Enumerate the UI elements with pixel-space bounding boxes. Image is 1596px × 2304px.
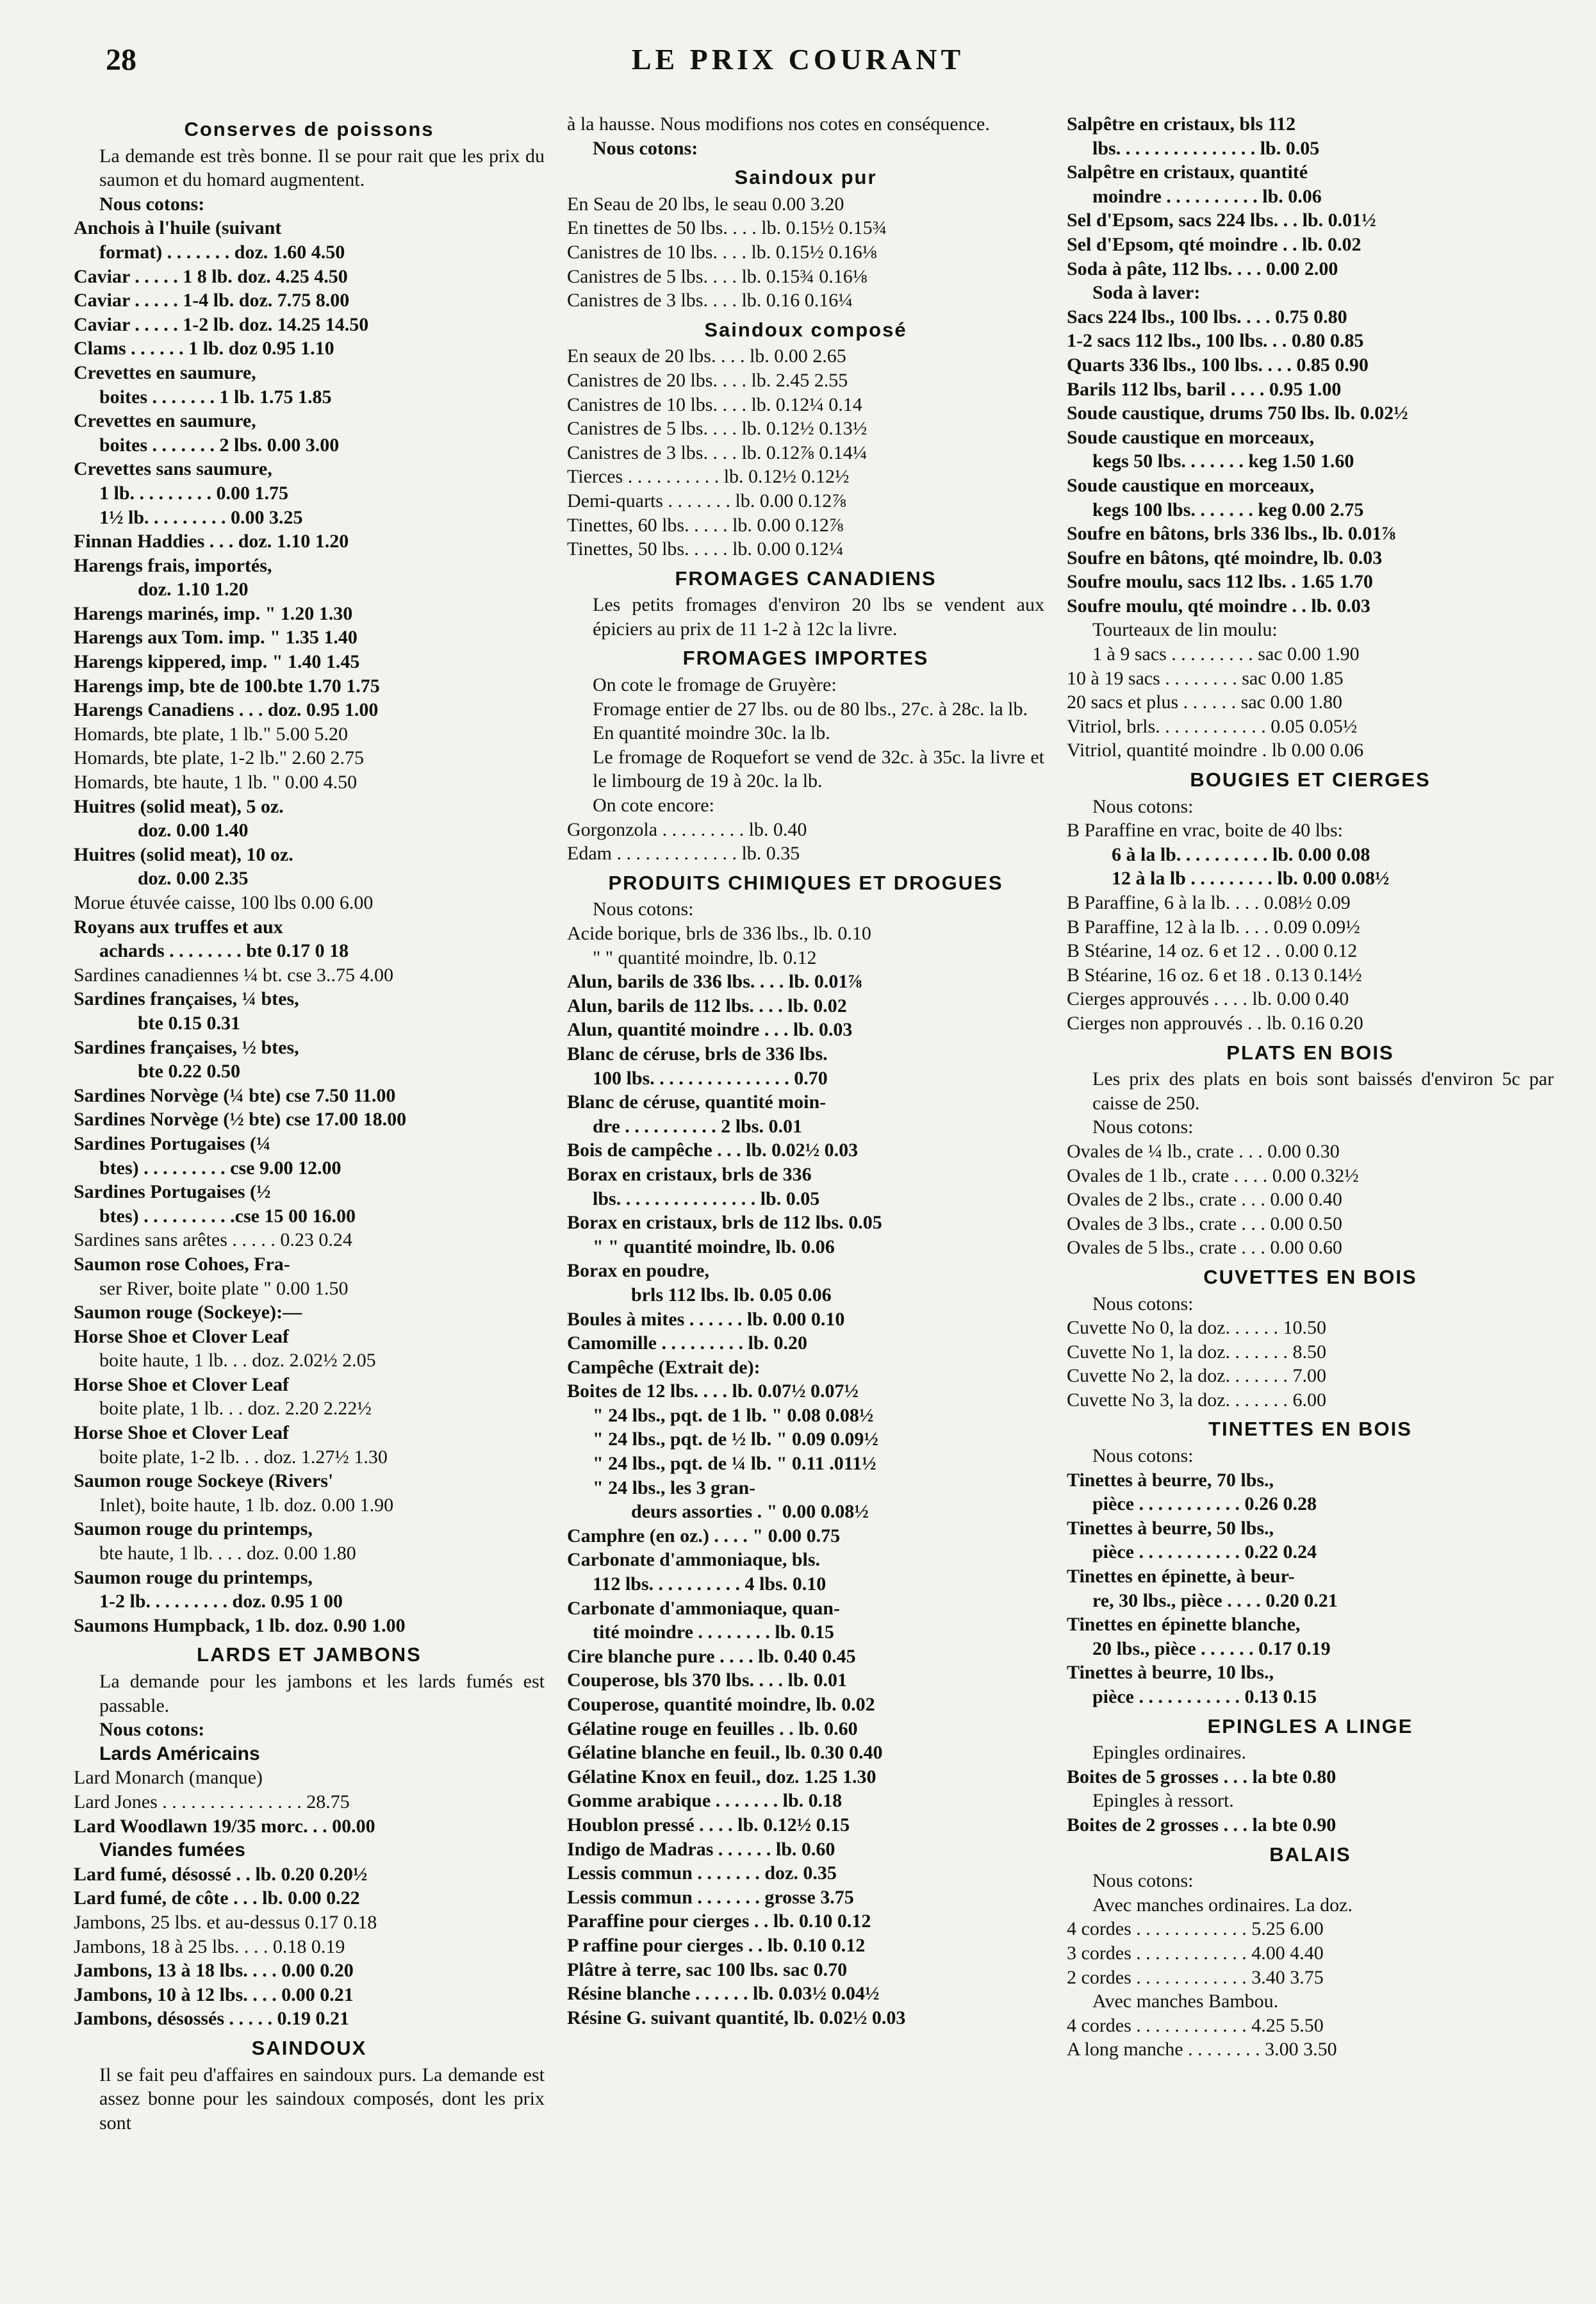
price-line: Gorgonzola . . . . . . . . . lb. 0.40	[567, 818, 807, 840]
price-line: On cote le fromage de Gruyère:	[593, 674, 837, 696]
price-line: boite plate, 1 lb. . . doz. 2.20 2.22½	[99, 1398, 372, 1420]
price-line: Avec manches ordinaires. La doz.	[1092, 1894, 1353, 1916]
price-line: Ovales de 5 lbs., crate . . . 0.00 0.60	[1067, 1237, 1342, 1259]
price-line: Jambons, 10 à 12 lbs. . . . 0.00 0.21	[74, 1984, 354, 2005]
subsection-heading: Viandes fumées	[99, 1839, 245, 1861]
price-line: Soude caustique, drums 750 lbs. lb. 0.02½	[1067, 402, 1408, 424]
price-line: Soude caustique en morceaux,	[1067, 474, 1315, 496]
price-line: " " quantité moindre, lb. 0.12	[593, 947, 817, 968]
price-line: 1½ lb. . . . . . . . . 0.00 3.25	[99, 506, 303, 528]
price-line: re, 30 lbs., pièce . . . . 0.20 0.21	[1092, 1589, 1338, 1611]
publication-title: LE PRIX COURANT	[631, 43, 965, 76]
paragraph: Fromage entier de 27 lbs. ou de 80 lbs., 27c. à 28c. la lb.	[593, 698, 1028, 720]
price-line: Tinettes, 50 lbs. . . . . lb. 0.00 0.12¼	[567, 538, 844, 560]
price-line: Sacs 224 lbs., 100 lbs. . . . 0.75 0.80	[1067, 306, 1347, 327]
price-line: Alun, quantité moindre . . . lb. 0.03	[567, 1019, 853, 1041]
price-line: Borax en cristaux, brls de 336	[567, 1163, 812, 1185]
price-line: B Stéarine, 16 oz. 6 et 18 . 0.13 0.14½	[1067, 964, 1362, 986]
price-line: Salpêtre en cristaux, quantité	[1067, 162, 1308, 183]
price-line: Paraffine pour cierges . . lb. 0.10 0.12	[567, 1910, 871, 1932]
price-line: bte 0.15 0.31	[138, 1012, 240, 1034]
price-line: Carbonate d'ammoniaque, bls.	[567, 1549, 821, 1571]
price-line: format) . . . . . . . doz. 1.60 4.50	[99, 241, 345, 263]
price-line: Horse Shoe et Clover Leaf	[74, 1325, 290, 1347]
price-line: Soufre moulu, sacs 112 lbs. . 1.65 1.70	[1067, 571, 1373, 593]
price-line: doz. 1.10 1.20	[138, 579, 249, 601]
price-line: bte 0.22 0.50	[138, 1061, 240, 1082]
price-line: Houblon pressé . . . . lb. 0.12½ 0.15	[567, 1814, 850, 1836]
price-line: Huitres (solid meat), 5 oz.	[74, 795, 284, 817]
section-heading: Conserves de poissons	[184, 118, 434, 140]
price-line: boites . . . . . . . 2 lbs. 0.00 3.00	[99, 434, 340, 456]
price-line: Saumon rouge du printemps,	[74, 1566, 313, 1588]
price-line: Alun, barils de 336 lbs. . . . lb. 0.01⅞	[567, 971, 862, 993]
price-line: " 24 lbs., pqt. de 1 lb. " 0.08 0.08½	[593, 1404, 874, 1426]
price-line: Demi-quarts . . . . . . . lb. 0.00 0.12⅞	[567, 490, 846, 511]
price-line: En Seau de 20 lbs, le seau 0.00 3.20	[567, 193, 844, 215]
price-line: pièce . . . . . . . . . . . 0.13 0.15	[1092, 1686, 1317, 1707]
price-line: Nous cotons:	[1092, 795, 1194, 817]
price-line: Nous cotons:	[1092, 1293, 1194, 1314]
section-heading: TINETTES EN BOIS	[1208, 1418, 1412, 1441]
paragraph: Les petits fromages d'environ 20 lbs se vendent aux épiciers au prix de 11 1-2 à 12c la livre.	[593, 594, 1044, 640]
price-line: doz. 0.00 1.40	[138, 820, 249, 841]
price-line: Sardines canadiennes ¼ bt. cse 3..75 4.00	[74, 964, 394, 986]
price-line: Canistres de 20 lbs. . . . lb. 2.45 2.55	[567, 369, 848, 391]
price-line: boites . . . . . . . 1 lb. 1.75 1.85	[99, 386, 332, 408]
section-heading: EPINGLES A LINGE	[1207, 1714, 1413, 1737]
price-line: 12 à la lb . . . . . . . . . lb. 0.00 0.08½	[1112, 868, 1390, 890]
price-line: Lard Jones . . . . . . . . . . . . . . . 28.75	[74, 1791, 350, 1812]
price-line: Edam . . . . . . . . . . . . . lb. 0.35	[567, 843, 800, 865]
price-line: Caviar . . . . . 1 8 lb. doz. 4.25 4.50	[74, 265, 348, 287]
paragraph: Il se fait peu d'affaires en saindoux purs. La demande est assez bonne pour les saindoux composés, dont les prix sont	[99, 2064, 545, 2134]
section-heading: BALAIS	[1269, 1843, 1351, 1866]
page-number: 28	[106, 43, 136, 77]
paragraph: La demande pour les jambons et les lards fumés est passable.	[99, 1671, 545, 1716]
price-line: Saumons Humpback, 1 lb. doz. 0.90 1.00	[74, 1614, 406, 1636]
price-line: Harengs frais, importés,	[74, 554, 272, 576]
price-line: Tierces . . . . . . . . . . lb. 0.12½ 0.12½	[567, 466, 850, 488]
price-line: Soda à pâte, 112 lbs. . . . 0.00 2.00	[1067, 258, 1338, 279]
section-heading: BOUGIES ET CIERGES	[1190, 768, 1431, 791]
price-line: Sardines Norvège (½ bte) cse 17.00 18.00	[74, 1109, 407, 1131]
price-line: pièce . . . . . . . . . . . 0.22 0.24	[1092, 1541, 1317, 1563]
price-line: 10 à 19 sacs . . . . . . . . sac 0.00 1.85	[1067, 667, 1344, 689]
price-line: tité moindre . . . . . . . . lb. 0.15	[593, 1621, 834, 1643]
price-line: 4 cordes . . . . . . . . . . . . 4.25 5.50	[1067, 2014, 1324, 2036]
price-line: Nous cotons:	[1092, 1870, 1194, 1892]
price-line: Cuvette No 3, la doz. . . . . . . 6.00	[1067, 1389, 1326, 1411]
price-line: Jambons, 13 à 18 lbs. . . . 0.00 0.20	[74, 1960, 354, 1982]
price-line: Caviar . . . . . 1-4 lb. doz. 7.75 8.00	[74, 290, 350, 311]
price-line: 1-2 sacs 112 lbs., 100 lbs. . . 0.80 0.85	[1067, 330, 1364, 352]
price-line: Cuvette No 0, la doz. . . . . . 10.50	[1067, 1317, 1326, 1339]
section-heading: Saindoux composé	[704, 318, 907, 341]
section-heading: Saindoux pur	[734, 166, 877, 189]
page-header	[0, 37, 1596, 82]
price-line: " 24 lbs., pqt. de ½ lb. " 0.09 0.09½	[593, 1429, 878, 1450]
price-line: Inlet), boite haute, 1 lb. doz. 0.00 1.90	[99, 1494, 394, 1516]
price-line: Gélatine blanche en feuil., lb. 0.30 0.40	[567, 1742, 883, 1764]
price-line: Saumon rouge Sockeye (Rivers'	[74, 1470, 334, 1492]
price-line: Nous cotons:	[593, 137, 698, 159]
paragraph: Les prix des plats en bois sont baissés d'environ 5c par caisse de 250.	[1092, 1068, 1554, 1114]
price-line: Indigo de Madras . . . . . . lb. 0.60	[567, 1838, 835, 1860]
price-line: Gomme arabique . . . . . . . lb. 0.18	[567, 1790, 843, 1812]
price-line: Tinettes à beurre, 50 lbs.,	[1067, 1517, 1274, 1539]
price-line: Blanc de céruse, brls de 336 lbs.	[567, 1043, 828, 1065]
price-line: achards . . . . . . . . bte 0.17 0 18	[99, 940, 349, 962]
price-line: Lard fumé, désossé . . lb. 0.20 0.20½	[74, 1863, 368, 1885]
section-heading: CUVETTES EN BOIS	[1203, 1265, 1417, 1288]
price-line: Cierges approuvés . . . . lb. 0.00 0.40	[1067, 988, 1349, 1010]
price-line: Epingles à ressort.	[1092, 1790, 1234, 1812]
paragraph: Le fromage de Roquefort se vend de 32c. à 35c. la livre et le limbourg de 19 à 20c. la lb.	[593, 746, 1044, 792]
price-line: En seaux de 20 lbs. . . . lb. 0.00 2.65	[567, 345, 846, 367]
section-heading: SAINDOUX	[251, 2036, 367, 2059]
price-line: Soufre en bâtons, qté moindre, lb. 0.03	[1067, 547, 1383, 568]
price-line: Sel d'Epsom, qté moindre . . lb. 0.02	[1067, 233, 1362, 255]
price-line: Jambons, désossés . . . . . 0.19 0.21	[74, 2008, 350, 2030]
price-line: Bois de campêche . . . lb. 0.02½ 0.03	[567, 1140, 859, 1161]
price-line: On cote encore:	[593, 795, 714, 816]
price-line: Harengs imp, bte de 100.bte 1.70 1.75	[74, 675, 380, 697]
paragraph: La demande est très bonne. Il se pour rait que les prix du saumon et du homard augmentent.	[99, 145, 545, 191]
price-line: 6 à la lb. . . . . . . . . . lb. 0.00 0.08	[1112, 843, 1370, 865]
price-line: 20 lbs., pièce . . . . . . 0.17 0.19	[1092, 1637, 1331, 1659]
price-line: Morue étuvée caisse, 100 lbs 0.00 6.00	[74, 892, 374, 913]
price-line: Epingles ordinaires.	[1092, 1742, 1246, 1764]
price-line: Gélatine Knox en feuil., doz. 1.25 1.30	[567, 1766, 876, 1787]
section-heading: PRODUITS CHIMIQUES ET DROGUES	[608, 871, 1003, 894]
price-line: Harengs marinés, imp. " 1.20 1.30	[74, 602, 353, 624]
price-line: Nous cotons:	[99, 193, 205, 215]
price-line: Tourteaux de lin moulu:	[1092, 619, 1278, 641]
price-line: Royans aux truffes et aux	[74, 916, 283, 938]
price-line: 100 lbs. . . . . . . . . . . . . . . 0.70	[593, 1067, 828, 1089]
price-line: Horse Shoe et Clover Leaf	[74, 1373, 290, 1395]
price-line: Soda à laver:	[1092, 282, 1201, 304]
price-line: Horse Shoe et Clover Leaf	[74, 1422, 290, 1444]
price-line: Soufre moulu, qté moindre . . lb. 0.03	[1067, 595, 1370, 617]
price-line: Salpêtre en cristaux, bls 112	[1067, 113, 1296, 135]
price-line: Sardines Portugaises (½	[74, 1181, 271, 1203]
price-line: Crevettes en saumure,	[74, 410, 256, 432]
price-line: moindre . . . . . . . . . . lb. 0.06	[1092, 185, 1322, 207]
price-line: Canistres de 3 lbs. . . . lb. 0.16 0.16¼	[567, 290, 853, 311]
price-line: Borax en cristaux, brls de 112 lbs. 0.05	[567, 1212, 882, 1234]
price-line: Clams . . . . . . 1 lb. doz 0.95 1.10	[74, 338, 334, 360]
paragraph: à la hausse. Nous modifions nos cotes en conséquence.	[567, 113, 990, 135]
price-line: Homards, bte plate, 1-2 lb." 2.60 2.75	[74, 747, 365, 769]
price-line: Quarts 336 lbs., 100 lbs. . . . 0.85 0.90	[1067, 354, 1369, 376]
price-line: Crevettes en saumure,	[74, 361, 256, 383]
price-line: boite plate, 1-2 lb. . . doz. 1.27½ 1.30	[99, 1446, 388, 1468]
price-line: Nous cotons:	[99, 1719, 205, 1741]
price-line: Cuvette No 1, la doz. . . . . . . 8.50	[1067, 1341, 1326, 1363]
price-line: bte haute, 1 lb. . . . doz. 0.00 1.80	[99, 1543, 356, 1564]
price-line: " 24 lbs., pqt. de ¼ lb. " 0.11 .011½	[593, 1453, 876, 1475]
price-line: Ovales de 3 lbs., crate . . . 0.00 0.50	[1067, 1213, 1342, 1234]
price-line: Nous cotons:	[1092, 1445, 1194, 1467]
price-line: 4 cordes . . . . . . . . . . . . 5.25 6.00	[1067, 1918, 1324, 1940]
price-line: B Paraffine, 6 à la lb. . . . 0.08½ 0.09	[1067, 892, 1351, 913]
price-line: Barils 112 lbs, baril . . . . 0.95 1.00	[1067, 378, 1342, 400]
price-line: doz. 0.00 2.35	[138, 868, 249, 890]
price-line: B Stéarine, 14 oz. 6 et 12 . . 0.00 0.12	[1067, 940, 1358, 962]
price-line: 1 lb. . . . . . . . . 0.00 1.75	[99, 482, 289, 504]
price-line: Camphre (en oz.) . . . . " 0.00 0.75	[567, 1525, 841, 1546]
section-heading: LARDS ET JAMBONS	[197, 1643, 422, 1666]
price-line: 112 lbs. . . . . . . . . . 4 lbs. 0.10	[593, 1573, 827, 1595]
price-line: 20 sacs et plus . . . . . . sac 0.00 1.80	[1067, 692, 1342, 713]
price-line: Boites de 2 grosses . . . la bte 0.90	[1067, 1814, 1337, 1836]
price-line: Saumon rose Cohoes, Fra-	[74, 1253, 290, 1275]
price-line: B Paraffine, 12 à la lb. . . . 0.09 0.09½	[1067, 916, 1360, 938]
price-line: Harengs Canadiens . . . doz. 0.95 1.00	[74, 699, 379, 721]
price-line: Campêche (Extrait de):	[567, 1356, 761, 1378]
price-line: Résine G. suivant quantité, lb. 0.02½ 0.03	[567, 2007, 906, 2028]
price-line: Sardines Portugaises (¼	[74, 1132, 271, 1154]
price-line: Lard Monarch (manque)	[74, 1767, 263, 1789]
price-line: Homards, bte haute, 1 lb. " 0.00 4.50	[74, 772, 358, 793]
price-line: Lessis commun . . . . . . . grosse 3.75	[567, 1886, 854, 1908]
price-line: Lessis commun . . . . . . . doz. 0.35	[567, 1862, 837, 1884]
price-line: Gélatine rouge en feuilles . . lb. 0.60	[567, 1718, 858, 1739]
price-line: Harengs aux Tom. imp. " 1.35 1.40	[74, 627, 358, 649]
price-line: lbs. . . . . . . . . . . . . . . lb. 0.05	[1092, 137, 1320, 159]
price-line: Homards, bte plate, 1 lb." 5.00 5.20	[74, 723, 349, 745]
price-line: Caviar . . . . . 1-2 lb. doz. 14.25 14.50	[74, 313, 369, 335]
price-line: Canistres de 5 lbs. . . . lb. 0.12½ 0.13½	[567, 418, 868, 440]
price-line: Acide borique, brls de 336 lbs., lb. 0.10	[567, 923, 871, 944]
price-line: Camomille . . . . . . . . . lb. 0.20	[567, 1332, 807, 1354]
price-line: Avec manches Bambou.	[1092, 1991, 1279, 2012]
price-line: Crevettes sans saumure,	[74, 458, 272, 480]
price-line: Cuvette No 2, la doz. . . . . . . 7.00	[1067, 1365, 1326, 1387]
subsection-heading: Lards Américains	[99, 1743, 260, 1764]
price-line: Saumon rouge (Sockeye):—	[74, 1302, 302, 1323]
price-line: " 24 lbs., les 3 gran-	[593, 1477, 756, 1498]
price-line: Saumon rouge du printemps,	[74, 1518, 313, 1540]
price-line: Canistres de 5 lbs. . . . lb. 0.15¾ 0.16⅛	[567, 265, 868, 287]
price-line: brls 112 lbs. lb. 0.05 0.06	[631, 1284, 832, 1305]
price-line: Finnan Haddies . . . doz. 1.10 1.20	[74, 531, 349, 552]
price-line: Sardines sans arêtes . . . . . 0.23 0.24	[74, 1229, 352, 1251]
price-line: deurs assorties . " 0.00 0.08½	[631, 1501, 869, 1523]
price-line: Soude caustique en morceaux,	[1067, 426, 1315, 448]
price-line: Tinettes à beurre, 10 lbs.,	[1067, 1662, 1274, 1684]
price-line: Ovales de 1 lb., crate . . . . 0.00 0.32½	[1067, 1164, 1359, 1186]
price-line: Tinettes, 60 lbs. . . . . lb. 0.00 0.12⅞	[567, 514, 844, 536]
section-heading: FROMAGES IMPORTES	[682, 647, 929, 670]
price-line: Boites de 5 grosses . . . la bte 0.80	[1067, 1766, 1337, 1787]
price-line: P raffine pour cierges . . lb. 0.10 0.12	[567, 1934, 866, 1956]
price-line: Lard fumé, de côte . . . lb. 0.00 0.22	[74, 1887, 360, 1909]
price-line: " " quantité moindre, lb. 0.06	[593, 1236, 835, 1257]
price-line: Canistres de 10 lbs. . . . lb. 0.12¼ 0.14	[567, 394, 862, 415]
price-line: Couperose, quantité moindre, lb. 0.02	[567, 1694, 875, 1715]
price-line: Tinettes en épinette blanche,	[1067, 1614, 1301, 1636]
price-line: Boules à mites . . . . . . lb. 0.00 0.10	[567, 1308, 845, 1330]
price-line: Lard Woodlawn 19/35 morc. . . 00.00	[74, 1815, 375, 1837]
price-line: kegs 100 lbs. . . . . . . keg 0.00 2.75	[1092, 499, 1364, 520]
price-line: Canistres de 3 lbs. . . . lb. 0.12⅞ 0.14¼	[567, 442, 868, 463]
price-line: Plâtre à terre, sac 100 lbs. sac 0.70	[567, 1959, 848, 1980]
price-line: kegs 50 lbs. . . . . . . keg 1.50 1.60	[1092, 451, 1354, 472]
price-line: Tinettes à beurre, 70 lbs.,	[1067, 1469, 1274, 1491]
price-line: Huitres (solid meat), 10 oz.	[74, 843, 293, 865]
price-line: pièce . . . . . . . . . . . 0.26 0.28	[1092, 1493, 1317, 1515]
price-line: Sel d'Epsom, sacs 224 lbs. . . lb. 0.01½	[1067, 210, 1376, 231]
price-line: dre . . . . . . . . . . 2 lbs. 0.01	[593, 1115, 802, 1137]
price-line: Alun, barils de 112 lbs. . . . lb. 0.02	[567, 995, 847, 1016]
price-line: En tinettes de 50 lbs. . . . lb. 0.15½ 0.15¾	[567, 217, 887, 239]
price-line: Jambons, 25 lbs. et au-dessus 0.17 0.18	[74, 1911, 377, 1933]
price-line: 1-2 lb. . . . . . . . . doz. 0.95 1 00	[99, 1591, 343, 1612]
price-line: Nous cotons:	[1092, 1116, 1194, 1138]
price-line: Blanc de céruse, quantité moin-	[567, 1091, 827, 1113]
price-line: Sardines Norvège (¼ bte) cse 7.50 11.00	[74, 1084, 396, 1106]
price-line: Harengs kippered, imp. " 1.40 1.45	[74, 651, 360, 673]
price-line: Borax en poudre,	[567, 1260, 709, 1282]
price-line: Résine blanche . . . . . . lb. 0.03½ 0.04½	[567, 1983, 880, 2005]
price-line: Soufre en bâtons, brls 336 lbs., lb. 0.01⅞	[1067, 523, 1396, 545]
price-line: Vitriol, quantité moindre . lb 0.00 0.06	[1067, 740, 1364, 761]
price-line: Sardines françaises, ¼ btes,	[74, 988, 299, 1010]
price-line: Couperose, bls 370 lbs. . . . lb. 0.01	[567, 1670, 848, 1691]
price-line: Ovales de 2 lbs., crate . . . 0.00 0.40	[1067, 1189, 1342, 1211]
price-line: Vitriol, brls. . . . . . . . . . . . 0.05 0.05½	[1067, 715, 1358, 737]
price-line: lbs. . . . . . . . . . . . . . . lb. 0.05	[593, 1188, 820, 1209]
price-line: A long manche . . . . . . . . 3.00 3.50	[1067, 2039, 1337, 2060]
price-line: Nous cotons:	[593, 899, 694, 920]
price-line: Carbonate d'ammoniaque, quan-	[567, 1597, 840, 1619]
price-line: 3 cordes . . . . . . . . . . . . 4.00 4.40	[1067, 1942, 1324, 1964]
price-line: Boites de 12 lbs. . . . lb. 0.07½ 0.07½	[567, 1380, 859, 1402]
price-line: Sardines françaises, ½ btes,	[74, 1036, 299, 1058]
price-line: Jambons, 18 à 25 lbs. . . . 0.18 0.19	[74, 1935, 345, 1957]
section-heading: FROMAGES CANADIENS	[675, 567, 937, 590]
price-line: B Paraffine en vrac, boite de 40 lbs:	[1067, 820, 1343, 841]
section-heading: PLATS EN BOIS	[1226, 1041, 1394, 1064]
price-line: Anchois à l'huile (suivant	[74, 217, 282, 239]
price-line: Cire blanche pure . . . . lb. 0.40 0.45	[567, 1645, 856, 1667]
price-line: ser River, boite plate " 0.00 1.50	[99, 1277, 349, 1299]
column-1	[74, 112, 545, 2135]
price-line: Ovales de ¼ lb., crate . . . 0.00 0.30	[1067, 1140, 1340, 1162]
price-line: 1 à 9 sacs . . . . . . . . . sac 0.00 1.90	[1092, 643, 1360, 665]
price-line: Cierges non approuvés . . lb. 0.16 0.20	[1067, 1012, 1363, 1034]
column-2	[567, 112, 1044, 2030]
price-line: btes) . . . . . . . . . .cse 15 00 16.00	[99, 1205, 356, 1227]
price-line: btes) . . . . . . . . . cse 9.00 12.00	[99, 1157, 341, 1179]
column-3	[1067, 112, 1554, 2062]
price-line: Canistres de 10 lbs. . . . lb. 0.15½ 0.16⅛	[567, 241, 877, 263]
price-line: 2 cordes . . . . . . . . . . . . 3.40 3.75	[1067, 1966, 1324, 1988]
price-line: En quantité moindre 30c. la lb.	[593, 722, 830, 744]
price-line: Tinettes en épinette, à beur-	[1067, 1566, 1295, 1587]
price-line: boite haute, 1 lb. . . doz. 2.02½ 2.05	[99, 1350, 376, 1372]
